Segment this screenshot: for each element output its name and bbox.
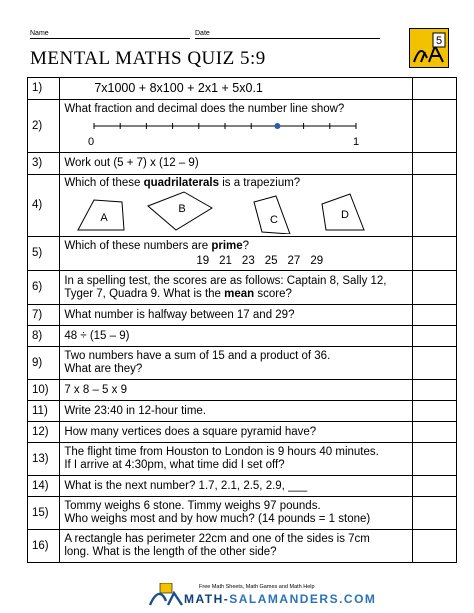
question-cell [60,175,413,237]
number-item: 29 [310,254,324,267]
question-number: 6) [28,271,60,305]
shape-b-label: B [178,203,186,215]
question-row-8 [28,326,457,347]
question-cell [60,530,413,563]
question-number: 15) [28,497,60,530]
question-cell [60,443,413,476]
quiz-table [27,77,457,563]
question-text [60,271,413,305]
answer-box[interactable] [412,78,456,100]
question-text [64,240,408,253]
question-number: 9) [28,347,60,380]
question-row-2 [28,100,457,153]
answer-box[interactable] [412,271,456,305]
number-item: 25 [264,254,278,267]
question-number: 13) [28,443,60,476]
text-part: ? [242,239,250,252]
answer-box[interactable] [412,100,456,153]
question-text: 48 ÷ (15 – 9) [60,326,413,347]
shape-a-label: A [100,212,108,224]
number-item: 23 [241,254,255,267]
question-row-1 [28,78,457,100]
date-underline [195,38,380,39]
question-text: How many vertices does a square pyramid have? [60,422,413,443]
question-text-line: A rectangle has perimeter 22cm and one of the sides is 7cm [64,533,370,545]
question-cell [60,100,413,153]
text-part: In a spelling test, the scores are as follows: Captain 8, Sally 12, Tyger 7, Quadra 9. What is the [64,274,387,300]
question-text-line: long. What is the length of the other side? [64,546,277,558]
question-cell [60,347,413,380]
answer-box[interactable] [412,326,456,347]
question-number: 5) [28,237,60,271]
bold-keyword: quadrilaterals [143,177,220,189]
question-row-11 [28,401,457,422]
question-text: What is the next number? 1.7, 2.1, 2.5, 2.9, ___ [60,476,413,497]
question-text: What fraction and decimal does the number line show? [64,102,345,115]
question-text: Write 23:40 in 12-hour time. [60,401,413,422]
question-row-4 [28,175,457,237]
bold-keyword: prime [211,239,243,252]
question-text: 7x1000 + 8x100 + 2x1 + 5x0.1 [60,78,413,100]
text-part: is a trapezium? [219,177,301,189]
question-row-9 [28,347,457,380]
question-row-3 [28,153,457,175]
footer-salamander-icon [148,583,184,607]
question-number: 1) [28,78,60,100]
answer-box[interactable] [412,530,456,563]
logo-number: 5 [435,35,443,47]
answer-box[interactable] [412,347,456,380]
question-row-6 [28,271,457,305]
question-number: 8) [28,326,60,347]
number-line-start-label: 0 [88,135,95,148]
question-row-13 [28,443,457,476]
page-title: MENTAL MATHS QUIZ 5:9 [30,48,266,69]
question-text-line: Two numbers have a sum of 15 and a product of 36. [64,350,331,362]
question-number: 10) [28,380,60,401]
date-label: Date [195,30,210,37]
salamander-icon [409,28,449,68]
answer-box[interactable] [412,153,456,175]
answer-box[interactable] [412,237,456,271]
number-line-point [275,123,281,129]
number-line-end-label: 1 [353,135,360,148]
question-text-line: Tommy weighs 6 stone. Timmy weighs 97 pounds. [64,500,321,512]
question-number: 14) [28,476,60,497]
answer-box[interactable] [412,175,456,237]
shape-c-label: C [270,214,279,226]
question-text: What number is halfway between 17 and 29? [60,305,413,326]
question-row-14 [28,476,457,497]
question-row-15 [28,497,457,530]
question-text [64,177,408,190]
question-row-12 [28,422,457,443]
text-part: Which of these [64,177,144,189]
question-number: 12) [28,422,60,443]
question-number: 11) [28,401,60,422]
answer-box[interactable] [412,422,456,443]
question-text-line: If I arrive at 4:30pm, what time did I set off? [64,459,285,471]
number-item: 19 [196,254,210,267]
footer-tagline: Free Math Sheets, Math Games and Math Help [199,584,315,590]
question-row-10 [28,380,457,401]
text-part: score? [254,287,292,300]
number-line [64,116,382,150]
name-underline [30,38,190,39]
question-row-5 [28,237,457,271]
question-number: 2) [28,100,60,153]
brand-part-2: SALAMANDERS.COM [229,592,377,606]
answer-box[interactable] [412,476,456,497]
brand-part-1: MATH- [184,592,230,606]
answer-box[interactable] [412,305,456,326]
answer-box[interactable] [412,443,456,476]
question-text: Work out (5 + 7) x (12 – 9) [60,153,413,175]
quadrilateral-shapes [64,190,382,234]
number-item: 21 [219,254,232,267]
answer-box[interactable] [412,497,456,530]
answer-box[interactable] [412,401,456,422]
question-text-line: What are they? [64,363,143,375]
question-number: 3) [28,153,60,175]
footer-brand[interactable] [184,592,376,606]
question-text-line: The flight time from Houston to London is 9 hours 40 minutes. [64,446,379,458]
question-row-16 [28,530,457,563]
question-number: 16) [28,530,60,563]
text-part: Which of these numbers are [64,239,212,252]
question-text: 7 x 8 – 5 x 9 [60,380,413,401]
bold-keyword: mean [224,287,255,300]
shape-d-label: D [341,209,350,221]
question-number: 4) [28,175,60,237]
answer-box[interactable] [412,380,456,401]
question-cell [60,497,413,530]
number-item: 27 [287,254,301,267]
question-number: 7) [28,305,60,326]
question-cell [60,237,413,271]
name-label: Name [30,30,49,37]
question-row-7 [28,305,457,326]
question-text-line: Who weighs most and by how much? (14 pounds = 1 stone) [64,513,371,525]
number-list [64,255,408,268]
